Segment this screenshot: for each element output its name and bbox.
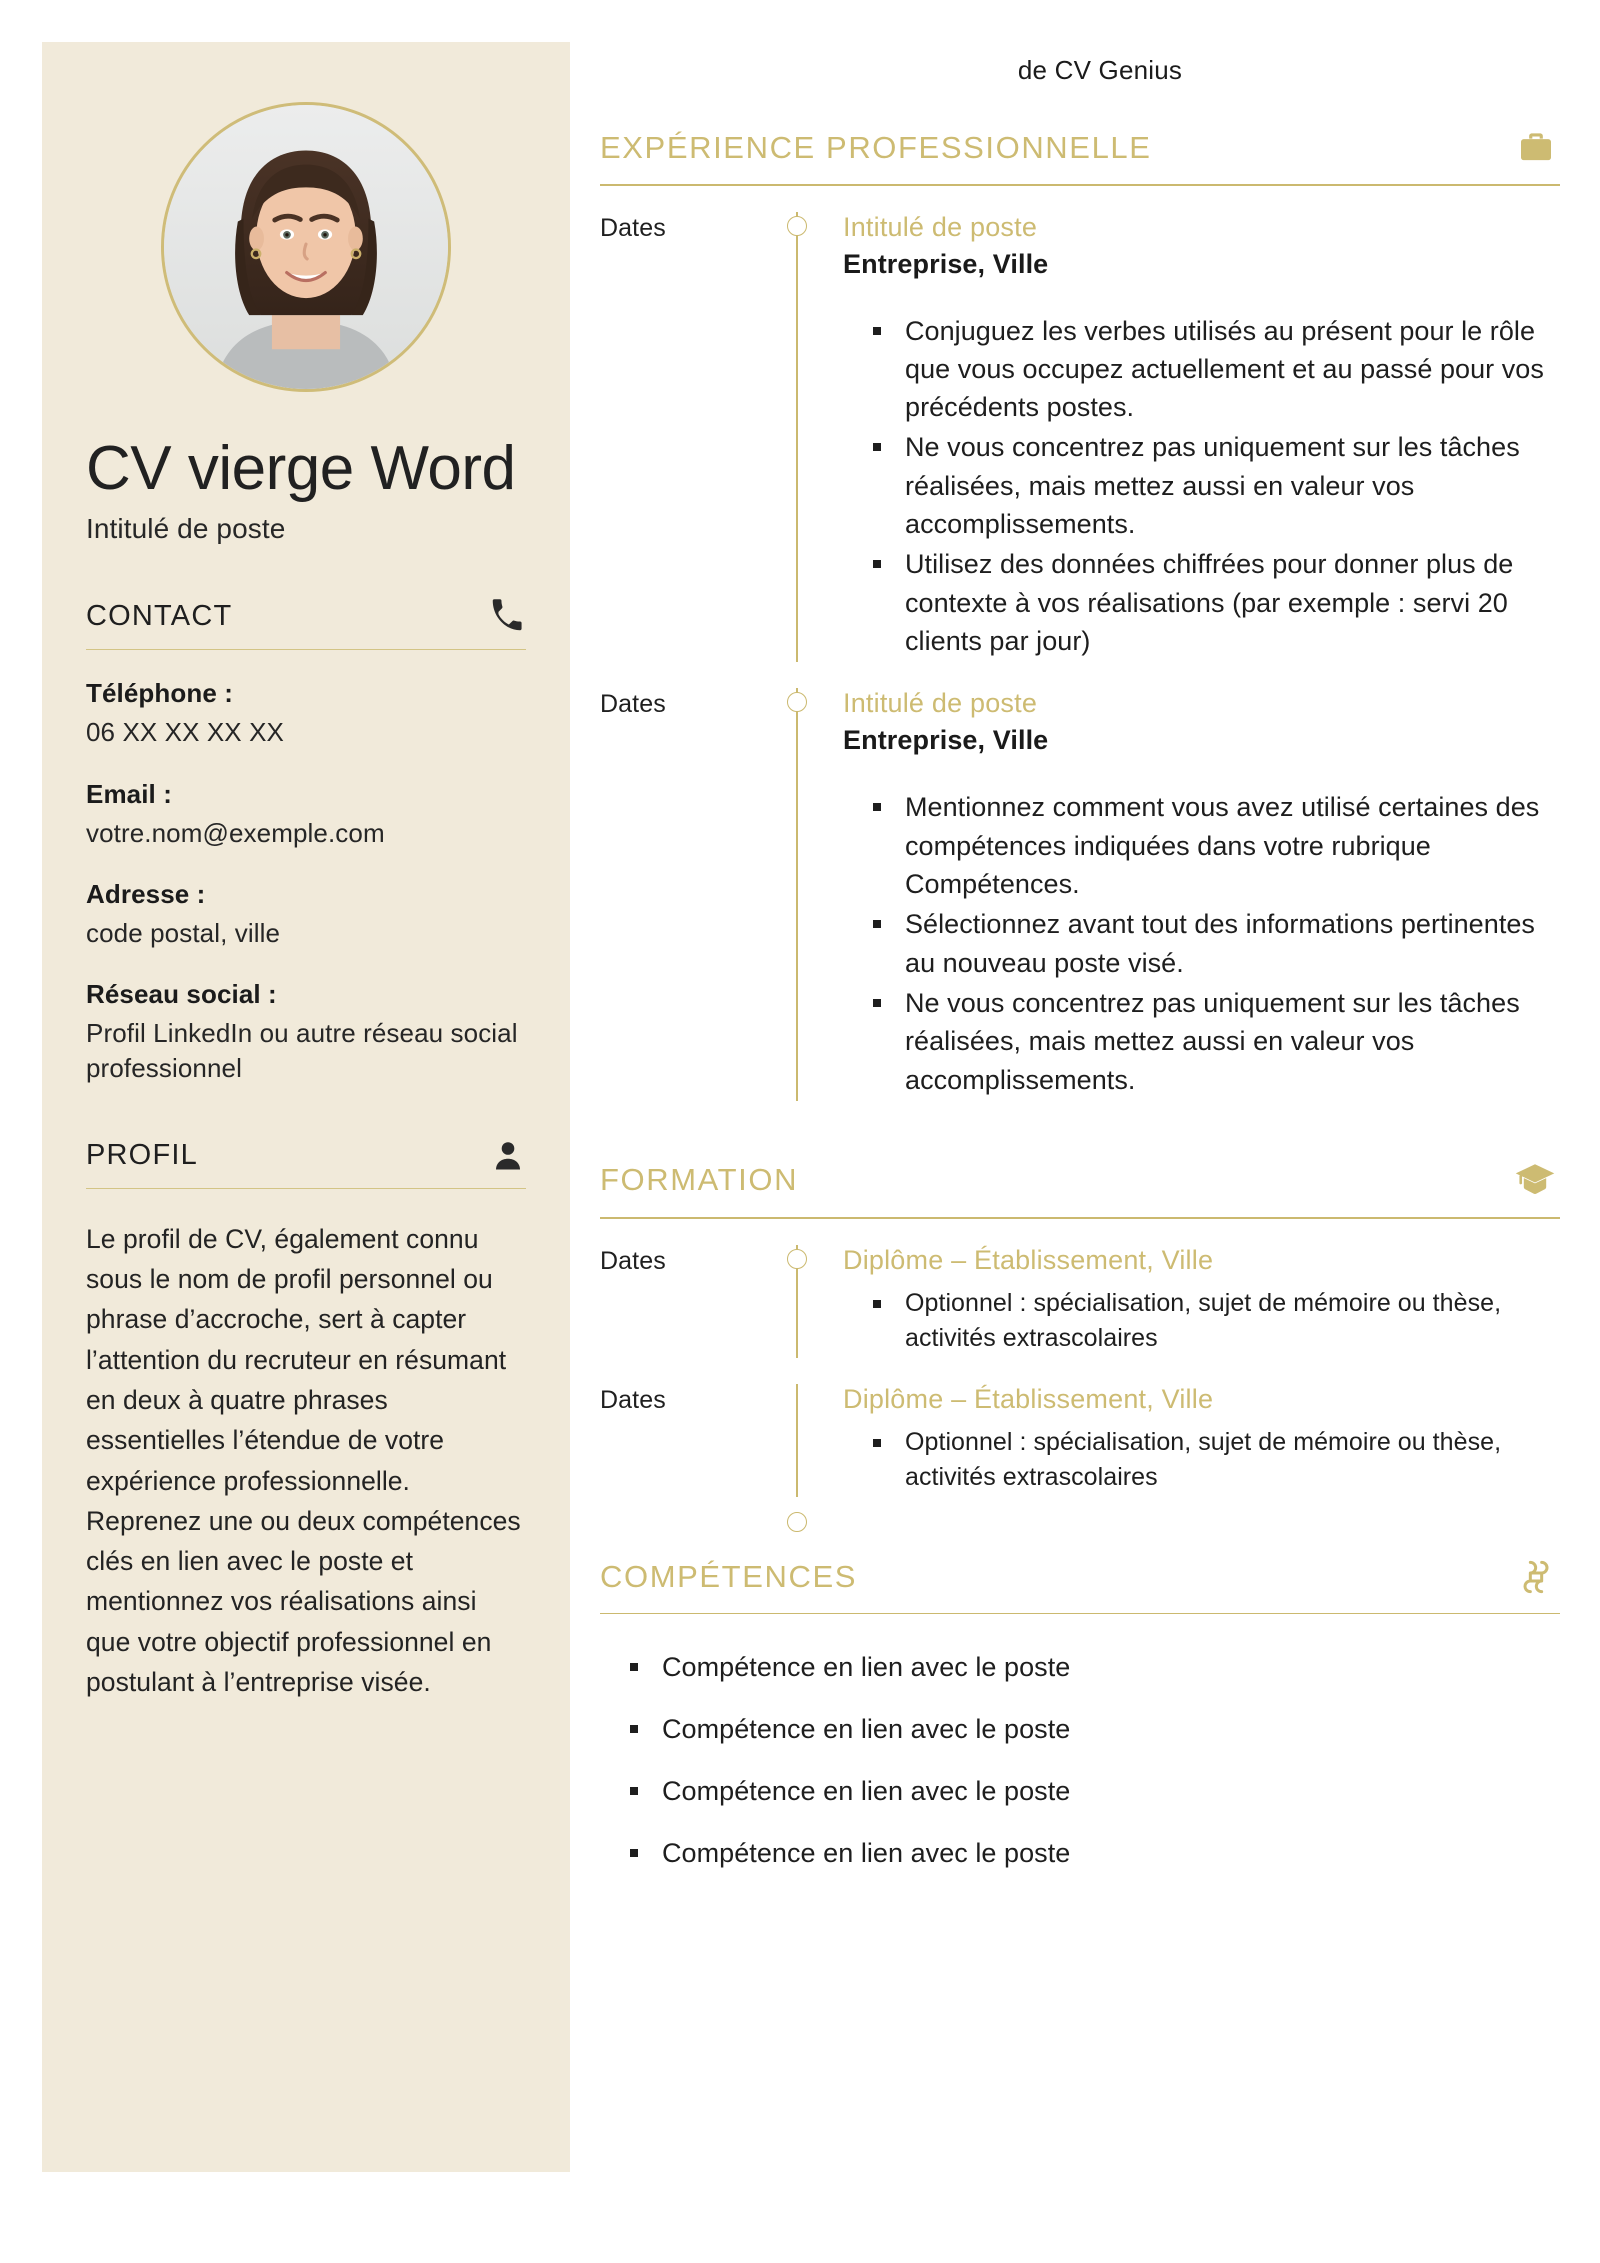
list-item: Utilisez des données chiffrées pour donner plus de contexte à vos réalisations (par exemple : servi 20 clients par jour) bbox=[843, 545, 1560, 660]
timeline-track bbox=[775, 688, 835, 1101]
contact-label: Adresse : bbox=[86, 878, 206, 909]
entry-bullets bbox=[843, 1425, 1560, 1495]
contact-field-reseau-social bbox=[86, 979, 526, 1086]
degree-title: Diplôme – Établissement, Ville bbox=[843, 1383, 1214, 1414]
entry-bullets bbox=[843, 312, 1560, 661]
job-title: Intitulé de poste bbox=[843, 688, 1038, 719]
job-title: Intitulé de poste bbox=[843, 211, 1038, 242]
timeline-track bbox=[775, 212, 835, 663]
experience-entry bbox=[600, 186, 1560, 663]
page-title: CV vierge Word bbox=[86, 434, 516, 503]
contact-field-telephone bbox=[86, 678, 526, 750]
list-item: Compétence en lien avec le poste bbox=[600, 1774, 1560, 1809]
competences-divider bbox=[600, 1613, 1560, 1615]
section-competences bbox=[600, 1557, 1560, 1872]
entry-body bbox=[835, 688, 1560, 1101]
list-item: Compétence en lien avec le poste bbox=[600, 1650, 1560, 1685]
entry-bullets bbox=[843, 788, 1560, 1099]
entry-dates: Dates bbox=[600, 1246, 666, 1275]
timeline-track bbox=[775, 1245, 835, 1358]
profil-heading: PROFIL bbox=[86, 1139, 198, 1172]
phone-icon bbox=[488, 597, 526, 635]
formation-heading: FORMATION bbox=[600, 1162, 799, 1198]
command-icon bbox=[1516, 1557, 1556, 1597]
section-formation bbox=[600, 1159, 1560, 1497]
formation-entry bbox=[600, 1219, 1560, 1358]
profil-header bbox=[86, 1138, 526, 1174]
list-item: Compétence en lien avec le poste bbox=[600, 1836, 1560, 1871]
entry-body bbox=[835, 1245, 1560, 1358]
timeline-line bbox=[796, 688, 798, 1101]
candidate-role: Intitulé de poste bbox=[86, 513, 286, 545]
timeline-dot-icon bbox=[787, 1512, 807, 1532]
timeline-track bbox=[775, 1384, 835, 1497]
experience-header bbox=[600, 128, 1560, 168]
list-item: Optionnel : spécialisation, sujet de mémoire ou thèse, activités extrascolaires bbox=[843, 1286, 1560, 1356]
list-item: Mentionnez comment vous avez utilisé certaines des compétences indiquées dans votre rubrique Compétences. bbox=[843, 788, 1560, 903]
document-header-note: de CV Genius bbox=[1017, 55, 1183, 85]
main-column bbox=[600, 128, 1560, 1898]
timeline-dot-icon bbox=[787, 216, 807, 236]
timeline-dot-icon bbox=[787, 692, 807, 712]
formation-entry bbox=[600, 1358, 1560, 1497]
competences-list bbox=[600, 1650, 1560, 1871]
list-item: Ne vous concentrez pas uniquement sur les tâches réalisées, mais mettez aussi en valeur vos accomplissements. bbox=[843, 428, 1560, 543]
contact-heading: CONTACT bbox=[86, 599, 233, 632]
contact-value: votre.nom@exemple.com bbox=[86, 817, 385, 848]
contact-label: Téléphone : bbox=[86, 678, 233, 709]
avatar bbox=[161, 102, 451, 392]
entry-body bbox=[835, 1384, 1560, 1497]
entry-dates: Dates bbox=[600, 690, 666, 719]
timeline-dot-icon bbox=[787, 1249, 807, 1269]
section-contact bbox=[86, 597, 526, 1085]
graduation-cap-icon bbox=[1514, 1159, 1556, 1201]
entry-bullets bbox=[843, 1286, 1560, 1356]
contact-divider bbox=[86, 649, 526, 650]
briefcase-icon bbox=[1516, 128, 1556, 168]
timeline-line bbox=[796, 212, 798, 663]
person-icon bbox=[490, 1138, 526, 1174]
entry-body bbox=[835, 212, 1560, 663]
contact-value: 06 XX XX XX XX bbox=[86, 717, 284, 748]
degree-title: Diplôme – Établissement, Ville bbox=[843, 1244, 1214, 1275]
contact-value: code postal, ville bbox=[86, 917, 281, 948]
job-company: Entreprise, Ville bbox=[843, 248, 1049, 279]
list-item: Optionnel : spécialisation, sujet de mémoire ou thèse, activités extrascolaires bbox=[843, 1425, 1560, 1495]
contact-header bbox=[86, 597, 526, 635]
portrait-photo-icon bbox=[164, 105, 448, 389]
section-experience bbox=[600, 128, 1560, 1101]
competences-heading: COMPÉTENCES bbox=[600, 1558, 858, 1594]
list-item: Ne vous concentrez pas uniquement sur les tâches réalisées, mais mettez aussi en valeur vos accomplissements. bbox=[843, 984, 1560, 1099]
experience-heading: EXPÉRIENCE PROFESSIONNELLE bbox=[600, 130, 1152, 165]
list-item: Sélectionnez avant tout des informations pertinentes au nouveau poste visé. bbox=[843, 905, 1560, 982]
formation-header bbox=[600, 1159, 1560, 1201]
entry-dates: Dates bbox=[600, 213, 666, 242]
contact-value: Profil LinkedIn ou autre réseau social professionnel bbox=[86, 1017, 518, 1083]
experience-entry bbox=[600, 662, 1560, 1101]
entry-dates: Dates bbox=[600, 1385, 666, 1414]
timeline-line bbox=[796, 1384, 798, 1497]
profil-divider bbox=[86, 1188, 526, 1189]
competences-header bbox=[600, 1557, 1560, 1597]
job-company: Entreprise, Ville bbox=[843, 725, 1049, 756]
sidebar bbox=[42, 42, 570, 2172]
list-item: Compétence en lien avec le poste bbox=[600, 1712, 1560, 1747]
contact-label: Email : bbox=[86, 778, 172, 809]
contact-label: Réseau social : bbox=[86, 978, 277, 1009]
contact-field-adresse bbox=[86, 879, 526, 951]
list-item: Conjuguez les verbes utilisés au présent pour le rôle que vous occupez actuellement et au passé pour vos précédents postes. bbox=[843, 312, 1560, 427]
profil-text: Le profil de CV, également connu sous le nom de profil personnel ou phrase d’accroche, sert à capter l’attention du recruteur en résumant en deux à quatre phrases essentielles l’étendue de votre expérience professionnelle. Reprenez une ou deux compétences clés en lien avec le poste et mentionnez vos réalisations ainsi que votre objectif professionnel en postulant à l’entreprise visée. bbox=[86, 1223, 521, 1697]
section-profil bbox=[86, 1138, 526, 1702]
contact-field-email bbox=[86, 779, 526, 851]
